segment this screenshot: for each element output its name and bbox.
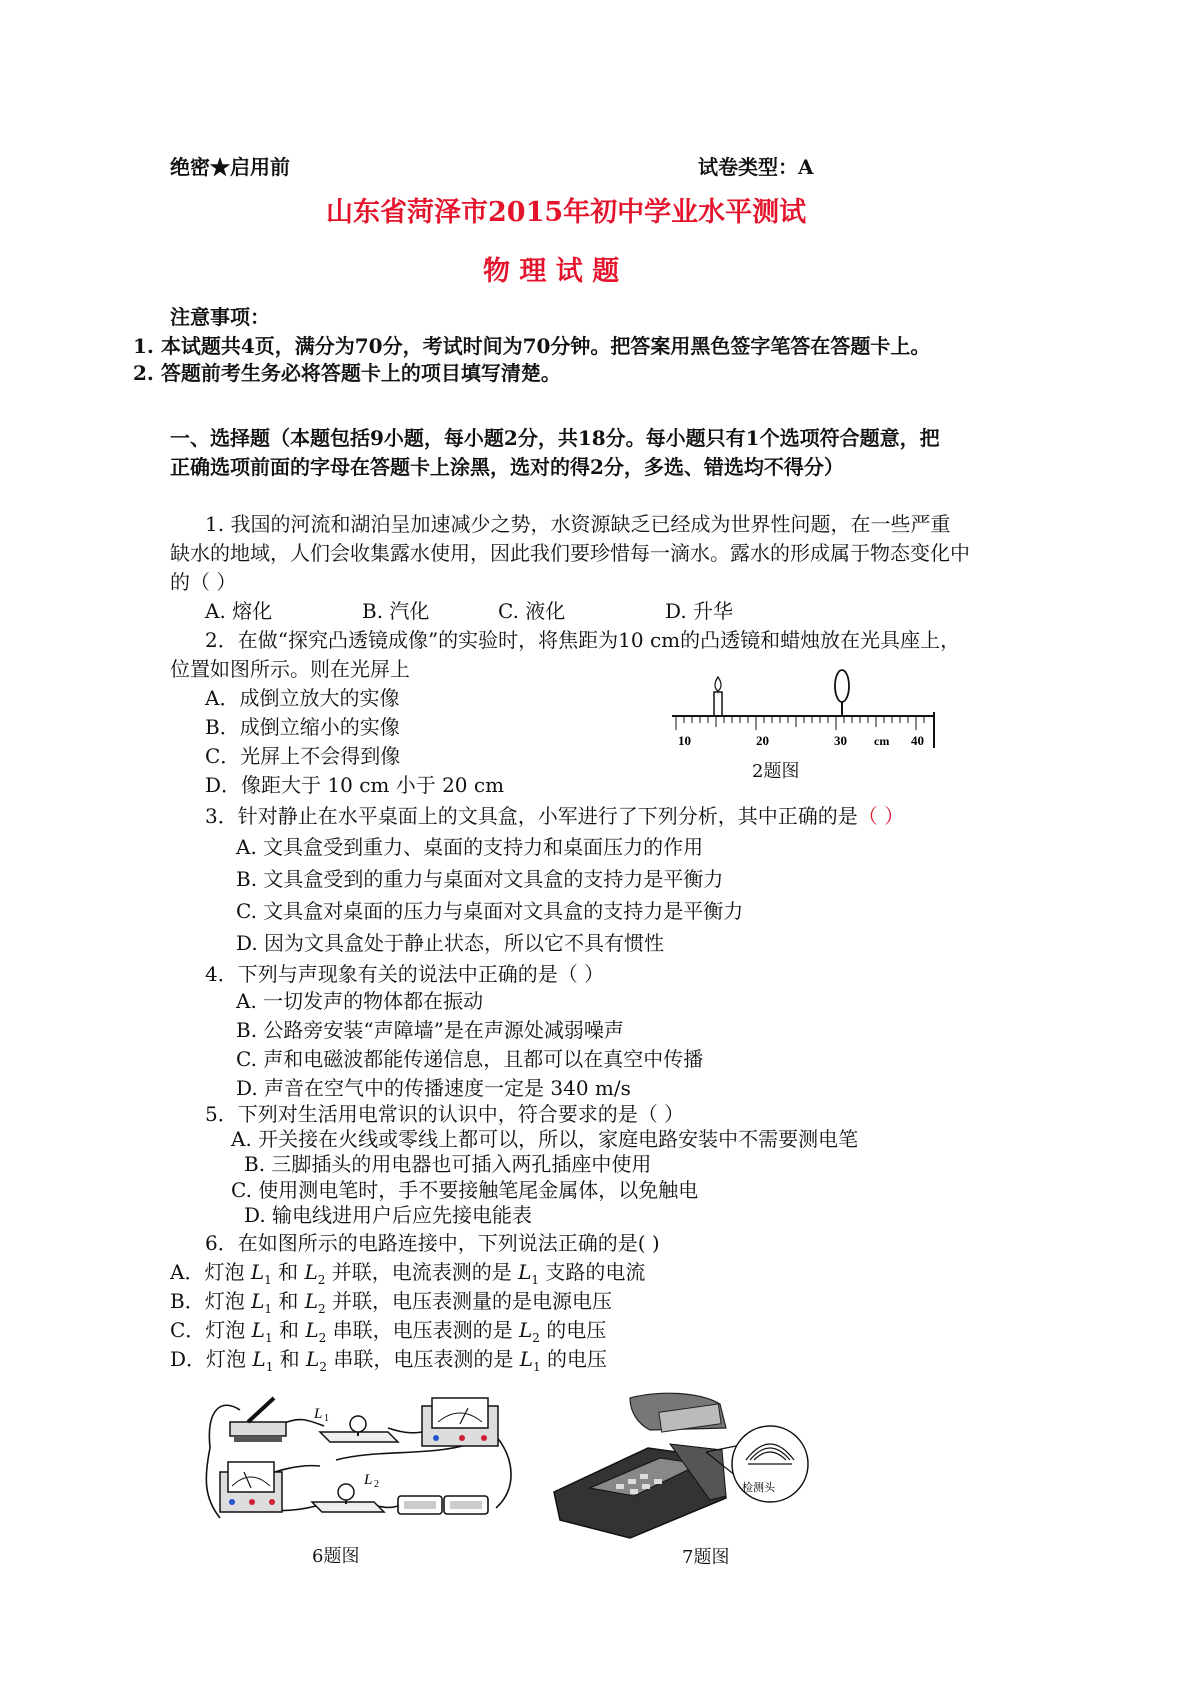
q6-c-sub3: 2: [532, 1331, 540, 1345]
q6-d-text-2: 和: [273, 1347, 307, 1371]
switch-icon: [230, 1398, 286, 1442]
q3-stem: [205, 800, 904, 829]
q2-option-a: A．成倒立放大的实像: [205, 686, 400, 710]
q6-d-text-4: 的电压: [540, 1347, 607, 1371]
q6-d-sub2: 2: [319, 1360, 327, 1374]
flame-icon: [715, 677, 721, 691]
paper-type-label: 试卷类型：A: [698, 155, 814, 179]
q6-stem: 6．在如图所示的电路连接中，下列说法正确的是( ): [205, 1231, 660, 1255]
section-heading-line1: 一、选择题（本题包括9小题，每小题2分，共18分。每小题只有1个选项符合题意，把: [170, 426, 940, 450]
q2-option-d: D．像距大于 10 cm 小于 20 cm: [205, 773, 505, 797]
section-heading-line2: 正确选项前面的字母在答题卡上涂黑，选对的得2分，多选、错选均不得分）: [170, 455, 844, 479]
q1-option-a: A. 熔化: [205, 599, 273, 623]
tick-label-40: 40: [911, 733, 924, 748]
q6-a-sub1: 1: [264, 1273, 272, 1287]
bulb-l1-icon: [320, 1416, 398, 1442]
q4-option-d: D. 声音在空气中的传播速度一定是 340 m/s: [236, 1076, 631, 1100]
q6-option-a: [170, 1256, 645, 1287]
wire-l1-meter: [388, 1428, 422, 1433]
q6-a-text-3: 并联，电流表测的是: [325, 1260, 519, 1284]
q1-line2: 缺水的地域，人们会收集露水使用，因此我们要珍惜每一滴水。露水的形成属于物态变化中: [170, 541, 970, 565]
q2-line2: 位置如图所示。则在光屏上: [170, 657, 410, 681]
optical-bench-figure: [668, 668, 948, 752]
q3-option-c: C. 文具盒对桌面的压力与桌面对文具盒的支持力是平衡力: [236, 899, 744, 923]
q6-a-l1: L: [250, 1260, 265, 1284]
q6-c-text-2: 和: [272, 1318, 306, 1342]
q3-option-b: B. 文具盒受到的重力与桌面对文具盒的支持力是平衡力: [236, 867, 724, 891]
q1-option-b: B. 汽化: [362, 599, 430, 623]
wire-right: [496, 1436, 511, 1508]
notes-heading: 注意事项：: [170, 305, 270, 329]
q6-a-text-2: 和: [271, 1260, 305, 1284]
q6-b-l1: L: [251, 1289, 265, 1313]
q6-option-b: [170, 1285, 612, 1316]
q1-option-d: D. 升华: [665, 599, 734, 623]
q6-a-text-4: 支路的电流: [539, 1260, 646, 1284]
q6-c-text-1: C．灯泡: [170, 1318, 252, 1342]
q4-option-a: A. 一切发声的物体都在振动: [236, 989, 484, 1013]
wire-left-bottom: [206, 1448, 220, 1518]
q5-option-a: A. 开关接在火线或零线上都可以，所以，家庭电路安装中不需要测电笔: [231, 1127, 859, 1151]
battery-icon: [398, 1496, 488, 1514]
q6-d-text-1: D．灯泡: [170, 1347, 253, 1371]
label-l1-sub: 1: [324, 1413, 329, 1424]
q6-d-sub3: 1: [532, 1360, 541, 1374]
q4-option-b: B. 公路旁安装“声障墙”是在声源处减弱噪声: [236, 1018, 624, 1042]
q5-stem: 5．下列对生活用电常识的认识中，符合要求的是（ ）: [205, 1102, 685, 1126]
q5-option-b: B. 三脚插头的用电器也可插入两孔插座中使用: [244, 1152, 652, 1176]
tick-label-20: 20: [756, 733, 769, 748]
note-item-1: 1. 本试题共4页，满分为70分，考试时间为70分钟。把答案用黑色签字笔答在答题卡上。: [133, 334, 931, 358]
q2-figure-caption: 2题图: [752, 761, 800, 782]
q6-b-sub2: 2: [317, 1302, 326, 1316]
q6-b-text-1: B．灯泡: [170, 1289, 252, 1313]
q3-option-d: D. 因为文具盒处于静止状态，所以它不具有惯性: [236, 931, 665, 955]
q6-figure-caption: 6题图: [312, 1546, 360, 1567]
q2-line1: 2．在做“探究凸透镜成像”的实验时，将焦距为10 cm的凸透镜和蜡烛放在光具座上，: [205, 628, 961, 652]
lens-icon: [835, 670, 849, 702]
q5-option-c: C. 使用测电笔时，手不要接触笔尾金属体，以免触电: [231, 1178, 699, 1202]
q6-c-text-3: 串联，电压表测的是: [326, 1318, 519, 1342]
page-subtitle: 物 理 试 题: [483, 256, 620, 287]
q4-stem: 4．下列与声现象有关的说法中正确的是（ ）: [205, 962, 605, 986]
q6-option-d: [170, 1343, 607, 1374]
q4-option-c: C. 声和电磁波都能传递信息，且都可以在真空中传播: [236, 1047, 704, 1071]
q6-c-text-4: 的电压: [539, 1318, 607, 1342]
q1-option-c: C. 液化: [498, 599, 566, 623]
circuit-figure: [200, 1388, 520, 1533]
label-l1-letter: L: [314, 1406, 323, 1422]
tick-label-30: 30: [834, 733, 847, 748]
q6-c-sub1: 1: [264, 1331, 273, 1345]
q6-a-l3: L: [518, 1260, 532, 1284]
q3-option-a: A. 文具盒受到重力、桌面的支持力和桌面压力的作用: [236, 835, 704, 859]
q6-a-l2: L: [304, 1260, 318, 1284]
wire-l2-battery: [378, 1506, 398, 1508]
q6-b-sub1: 1: [264, 1302, 272, 1316]
q6-b-text-3: 并联，电压表测量的是电源电压: [325, 1289, 612, 1313]
candle-icon: [714, 692, 722, 716]
q6-a-sub3: 1: [531, 1273, 540, 1287]
page-title: 山东省菏泽市2015年初中学业水平测试: [326, 197, 807, 228]
note-item-2: 2. 答题前考生务必将答题卡上的项目填写清楚。: [133, 361, 561, 385]
voltmeter-icon: [220, 1462, 282, 1512]
q6-c-l2: L: [305, 1318, 319, 1342]
q6-d-l3: L: [519, 1347, 533, 1371]
q6-d-sub1: 1: [265, 1360, 274, 1374]
confidential-label: 绝密★启用前: [170, 155, 290, 179]
label-l2-sub: 2: [374, 1479, 379, 1490]
q2-option-c: C．光屏上不会得到像: [205, 744, 401, 768]
ammeter-icon: [422, 1398, 498, 1446]
q6-option-c: [170, 1314, 606, 1345]
q1-line1: 1. 我国的河流和湖泊呈加速减少之势，水资源缺乏已经成为世界性问题，在一些严重: [205, 512, 951, 536]
q6-b-text-2: 和: [271, 1289, 305, 1313]
q6-a-sub2: 2: [317, 1273, 326, 1287]
q2-option-b: B．成倒立缩小的实像: [205, 715, 400, 739]
q6-d-l1: L: [252, 1347, 266, 1371]
q6-b-l2: L: [304, 1289, 318, 1313]
q7-figure-caption: 7题图: [682, 1547, 730, 1568]
q6-a-text-1: A．灯泡: [170, 1260, 251, 1284]
tick-label-unit: cm: [874, 734, 890, 748]
q5-option-d: D. 输电线进用户后应先接电能表: [244, 1203, 533, 1227]
ruler-ticks: [676, 716, 924, 730]
label-l2-letter: L: [364, 1472, 373, 1488]
tick-label-10: 10: [678, 733, 691, 748]
q3-answer-paren: （ ）: [857, 804, 905, 828]
card-reader-figure: [550, 1388, 812, 1548]
q6-c-l3: L: [518, 1318, 533, 1342]
q3-stem-text: 3．针对静止在水平桌面上的文具盒，小军进行了下列分析，其中正确的是: [205, 804, 858, 828]
q6-c-sub2: 2: [318, 1331, 327, 1345]
detector-label: 检测头: [742, 1482, 775, 1494]
q6-d-text-3: 串联，电压表测的是: [326, 1347, 520, 1371]
q6-d-l2: L: [306, 1347, 320, 1371]
q6-c-l1: L: [251, 1318, 265, 1342]
q1-line3: 的（ ）: [170, 570, 237, 594]
